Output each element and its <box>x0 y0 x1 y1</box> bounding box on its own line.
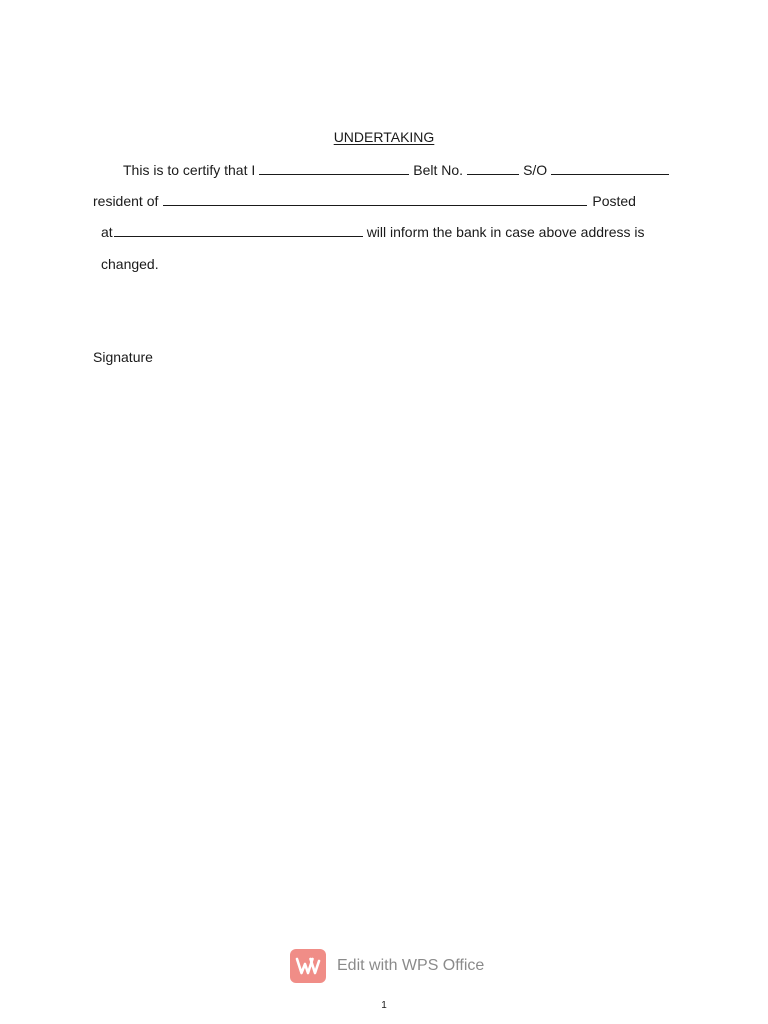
inform-bank-text: will inform the bank in case above address is <box>366 224 645 240</box>
name-blank <box>259 162 409 175</box>
wps-watermark-text: Edit with WPS Office <box>337 957 485 974</box>
resident-label: resident of <box>93 193 159 209</box>
wps-watermark[interactable] <box>290 949 484 983</box>
posted-label: Posted <box>592 193 636 209</box>
resident-blank <box>163 193 587 206</box>
certify-line <box>123 161 669 179</box>
at-label: at <box>101 224 113 240</box>
belt-no-blank <box>467 162 519 175</box>
posted-at-blank <box>114 224 363 237</box>
so-blank <box>551 162 669 175</box>
document-title: UNDERTAKING <box>333 129 435 145</box>
resident-line <box>93 192 636 210</box>
belt-no-label: Belt No. <box>413 162 464 178</box>
posted-at-line <box>101 223 645 241</box>
page-number: 1 <box>381 1000 387 1011</box>
wps-logo-icon <box>290 949 326 983</box>
changed-line: changed. <box>101 256 159 272</box>
certify-text: This is to certify that I <box>123 162 256 178</box>
signature-label: Signature <box>93 349 153 365</box>
so-label: S/O <box>523 162 548 178</box>
